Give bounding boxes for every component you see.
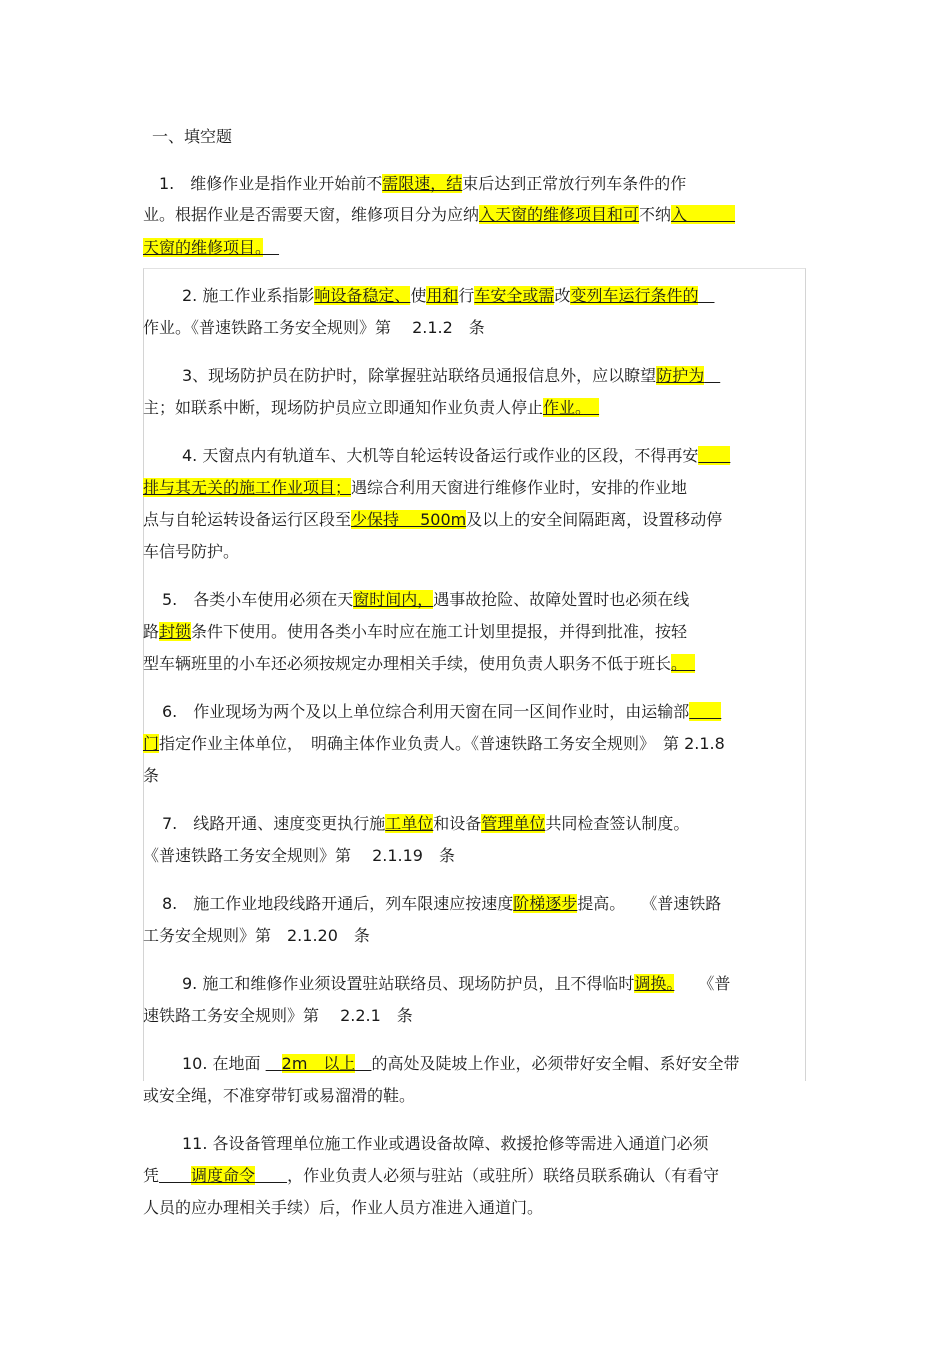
answer-highlight: 阶梯逐步 xyxy=(513,894,578,913)
q1-line-1: 1. 维修作业是指作业开始前不需限速，结束后达到正常放行列车条件的作 xyxy=(159,174,687,193)
answer-highlight: 2m 以上 xyxy=(281,1054,356,1073)
q11-line-1: 11. 各设备管理单位施工作业或遇设备故障、救援抢修等需进入通道门必须 xyxy=(182,1134,709,1153)
q9-line-1: 9. 施工和维修作业须设置驻站联络员、现场防护员，且不得临时调换。 《普 xyxy=(182,974,731,993)
q4-line-3: 点与自轮运转设备运行区段至少保持 500m及以上的安全间隔距离，设置移动停 xyxy=(143,510,723,529)
answer-highlight: 入 xyxy=(671,205,736,224)
answer-highlight: 防护为 xyxy=(656,366,705,385)
answer-highlight: 门 xyxy=(143,734,160,753)
q6-line-3: 条 xyxy=(143,766,160,785)
answer-highlight: 作业。 xyxy=(543,398,584,417)
q3-line-1: 3、现场防护员在防护时，除掌握驻站联络员通报信息外，应以瞭望防护为 xyxy=(182,366,705,385)
answer-highlight: 排与其无关的施工作业项目； xyxy=(143,478,352,497)
q6-line-1: 6. 作业现场为两个及以上单位综合利用天窗在同一区间作业时，由运输部 xyxy=(162,700,721,724)
q2-line-1: 2. 施工作业系指影响设备稳定、使用和行车安全或需改变列车运行条件的 xyxy=(182,286,699,305)
q3-line-2: 主；如联系中断，现场防护员应立即通知作业负责人停止作业。 xyxy=(143,396,599,420)
q10-line-2: 或安全绳，不准穿带钉或易溜滑的鞋。 xyxy=(143,1086,416,1105)
answer-highlight: 。 xyxy=(671,654,680,673)
q5-line-3: 型车辆班里的小车还必须按规定办理相关手续，使用负责人职务不低于班长。 xyxy=(143,652,695,676)
q8-line-2: 工务安全规则》第 2.1.20 条 xyxy=(143,926,370,945)
q11-line-3: 人员的应办理相关手续）后，作业人员方准进入通道门。 xyxy=(143,1198,544,1217)
q5-line-2: 路封锁条件下使用。使用各类小车时应在施工计划里提报，并得到批准，按轻 xyxy=(143,622,688,641)
q10-line-1: 10. 在地面 2m 以上 的高处及陡坡上作业，必须带好安全帽、系好安全带 xyxy=(182,1054,740,1073)
answer-highlight xyxy=(698,446,730,465)
answer-highlight: 用和 xyxy=(426,286,459,305)
q7-line-1: 7. 线路开通、速度变更执行施工单位和设备管理单位共同检查签认制度。 xyxy=(162,814,690,833)
q1-line-3 xyxy=(143,236,279,260)
q9-line-2: 速铁路工务安全规则》第 2.2.1 条 xyxy=(143,1006,413,1025)
answer-highlight: 响设备稳定、 xyxy=(314,286,411,305)
answer-highlight: 车安全或需 xyxy=(474,286,555,305)
q4-line-2: 排与其无关的施工作业项目；遇综合利用天窗进行维修作业时，安排的作业地 xyxy=(143,478,688,497)
q6-line-2: 门指定作业主体单位， 明确主体作业负责人。《普速铁路工务安全规则》 第 2.1.8 xyxy=(143,734,725,753)
q5-line-1: 5. 各类小车使用必须在天窗时间内，遇事故抢险、故障处置时也必须在线 xyxy=(162,590,690,609)
answer-highlight: 需限速，结 xyxy=(382,174,463,193)
q4-line-4: 车信号防护。 xyxy=(143,542,240,561)
answer-highlight: 变列车运行条件的 xyxy=(570,286,699,305)
q7-line-2: 《普速铁路工务安全规则》第 2.1.19 条 xyxy=(143,846,455,865)
answer-highlight: 调换。 xyxy=(634,974,675,993)
answer-highlight: 入天窗的维修项目和可 xyxy=(479,205,640,224)
q1-line-2: 业。根据作业是否需要天窗，维修项目分为应纳入天窗的维修项目和可不纳入 xyxy=(143,205,736,224)
q8-line-1: 8. 施工作业地段线路开通后，列车限速应按速度阶梯逐步提高。 《普速铁路 xyxy=(162,894,722,913)
section-title: 一、填空题 xyxy=(152,127,233,146)
answer-highlight: 管理单位 xyxy=(481,814,546,833)
answer-highlight xyxy=(689,702,721,721)
answer-highlight: 工单位 xyxy=(385,814,434,833)
answer-highlight: 窗时间内， xyxy=(353,590,434,609)
q4-line-1: 4. 天窗点内有轨道车、大机等自轮运转设备运行或作业的区段，不得再安 xyxy=(182,444,730,468)
answer-highlight: 封锁 xyxy=(159,622,192,641)
answer-highlight: 少保持 500m xyxy=(351,510,467,529)
q2-line-2: 作业。《普速铁路工务安全规则》第 2.1.2 条 xyxy=(143,318,485,337)
q11-line-2: 凭 调度命令 ，作业负责人必须与驻站（或驻所）联络员联系确认（有看守 xyxy=(143,1166,720,1185)
answer-highlight: 调度命令 xyxy=(191,1166,256,1185)
answer-highlight: 天窗的维修项目。 xyxy=(143,238,264,257)
